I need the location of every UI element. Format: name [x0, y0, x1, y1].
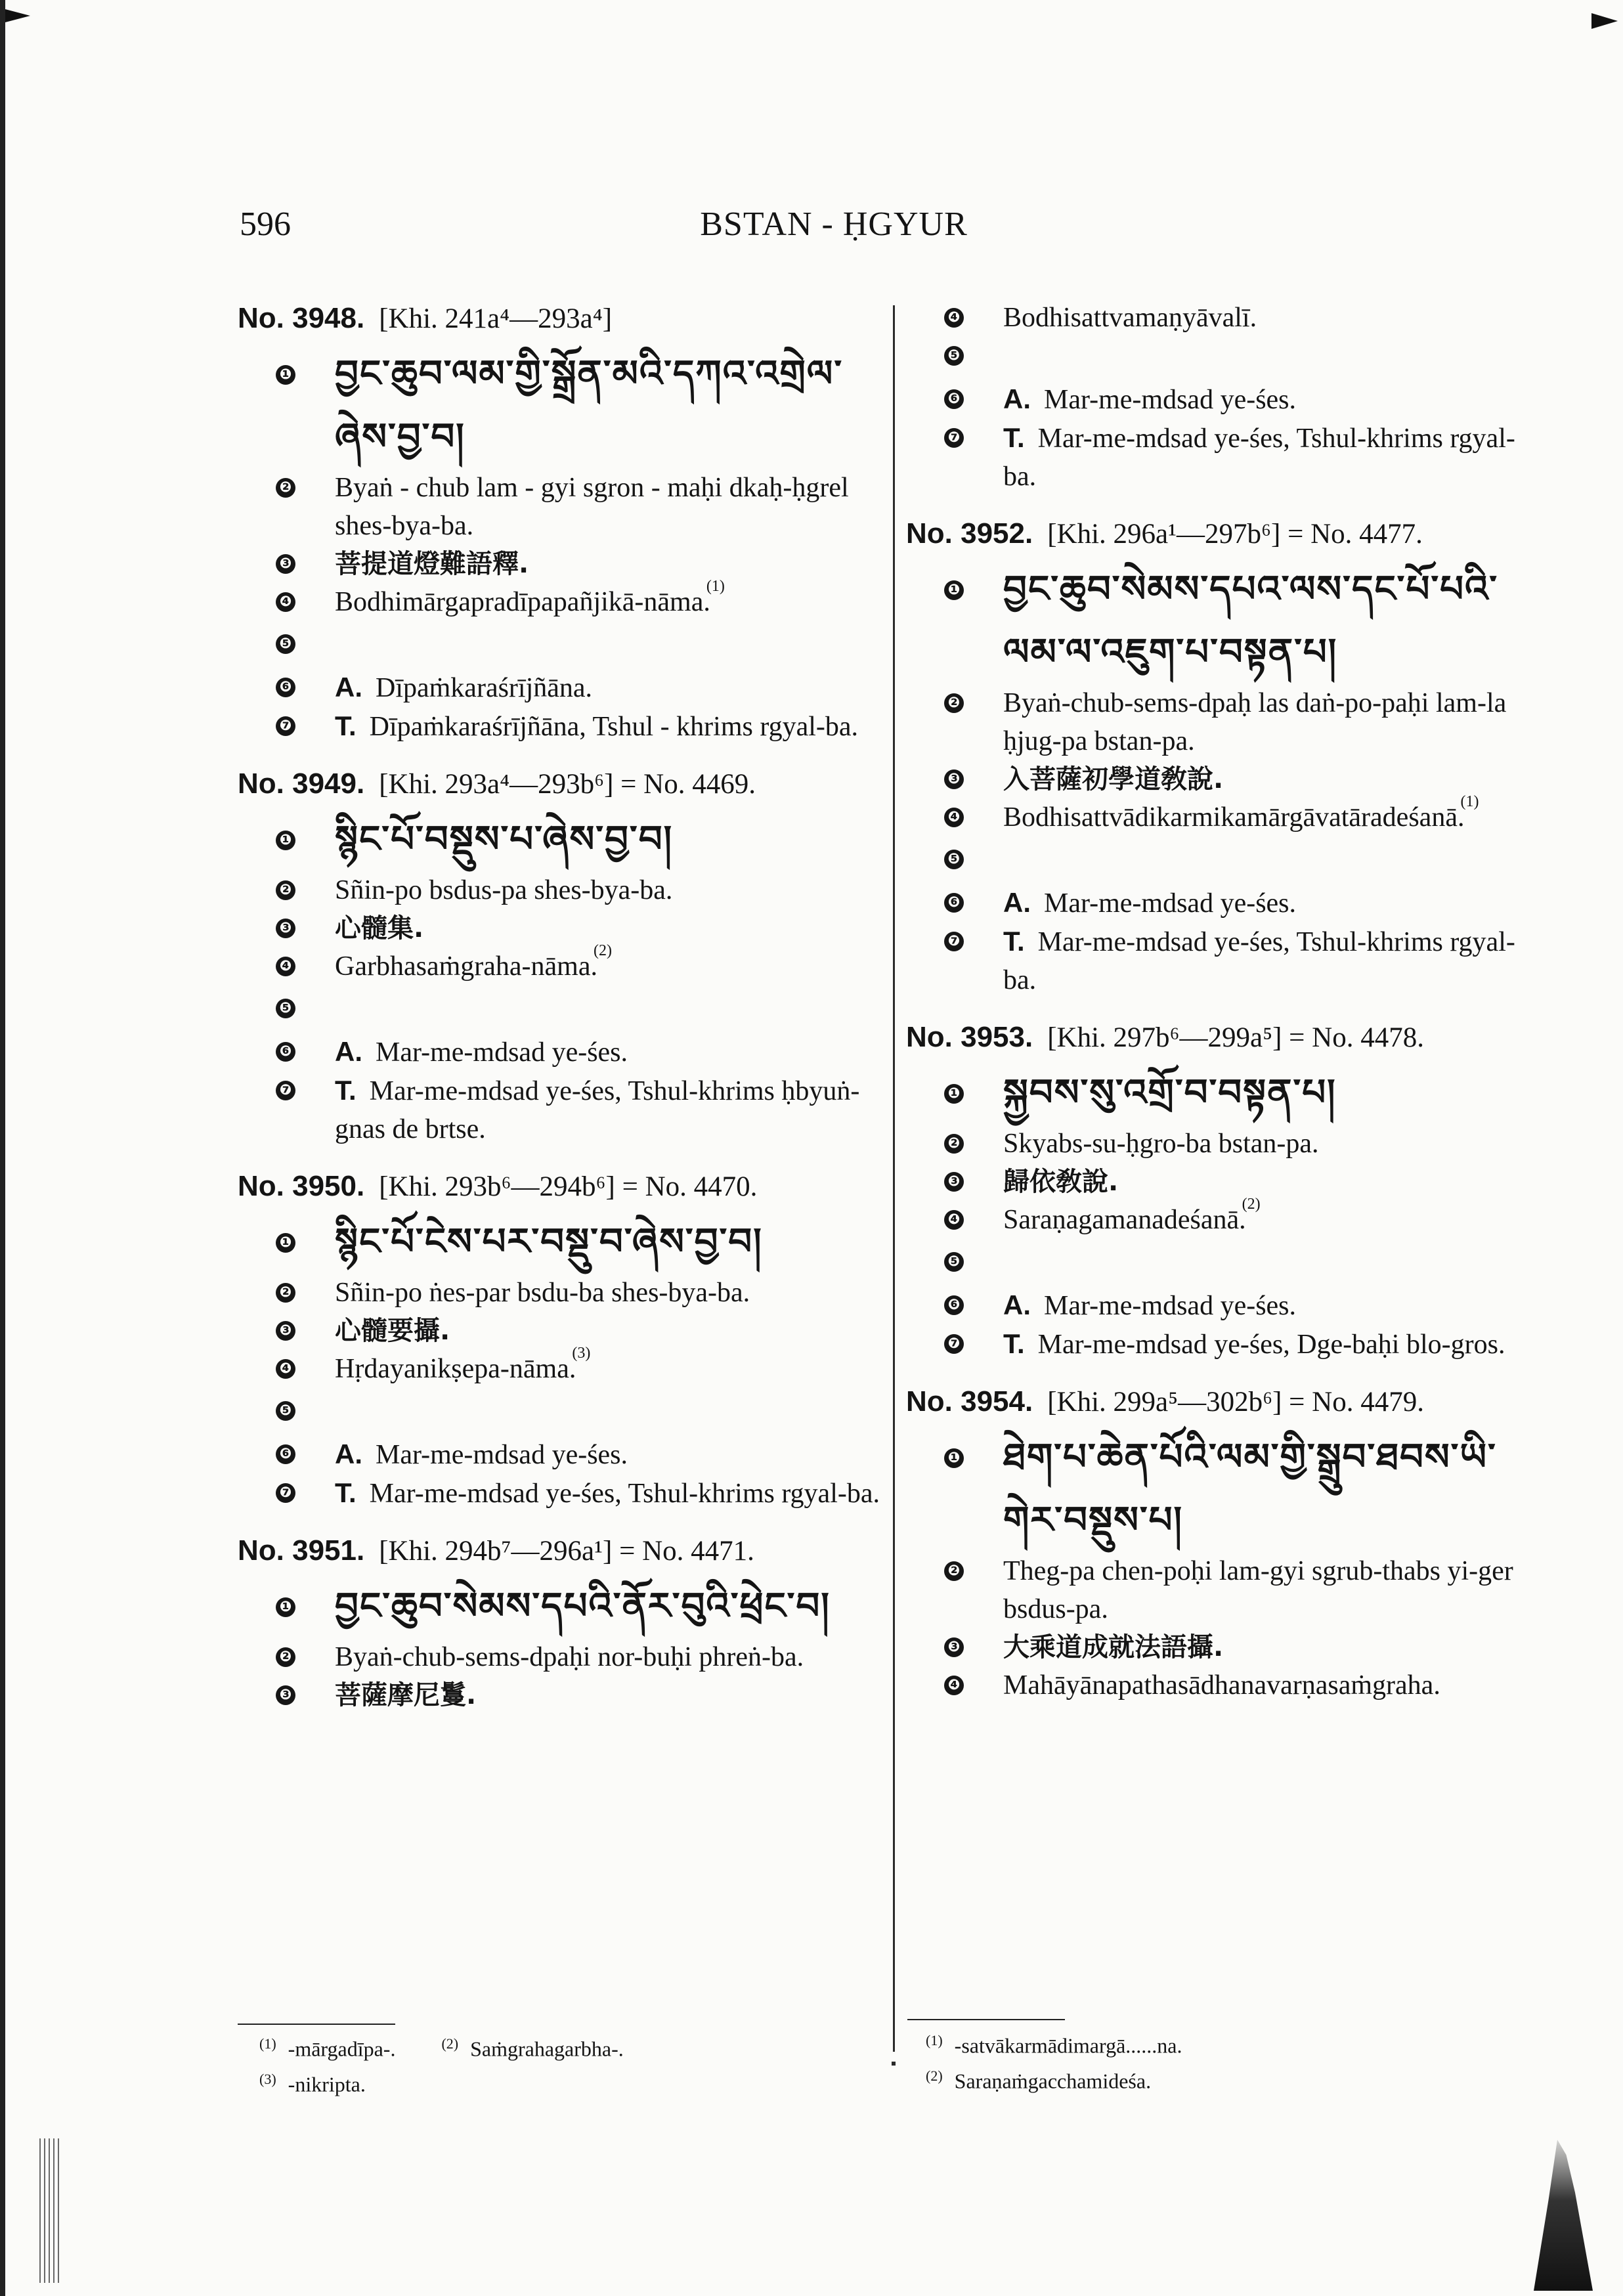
entry-field [906, 1196, 1546, 1243]
field-number-badge: ❼ [276, 716, 295, 736]
entry-folio-reference: [Khi. 296a¹—297b⁶] = No. 4477. [1047, 519, 1423, 550]
entry-field [906, 299, 1546, 337]
entry-heading [238, 299, 884, 339]
entry-field [906, 1325, 1546, 1364]
scan-right-mark [1591, 13, 1618, 29]
entry-field [238, 343, 884, 469]
role-label: T. [1003, 926, 1025, 957]
field-text-value: སྙིང་པོ་བསྡུས་པ་ཞེས་བྱ་བ། [335, 818, 674, 861]
field-value [335, 942, 884, 989]
tibetan-title [335, 1211, 884, 1274]
tibetan-title [335, 343, 884, 469]
field-number-badge: ❹ [276, 592, 295, 612]
entry-heading [906, 514, 1546, 554]
footnote-mark: (2) [926, 2067, 943, 2084]
person-names: Mar-me-mdsad ye-śes. [376, 1440, 628, 1470]
entry-number: No. 3952. [906, 517, 1033, 550]
person-names: Mar-me-mdsad ye-śes. [1044, 888, 1297, 919]
field-number-badge: ❻ [944, 389, 964, 409]
person-names: Mar-me-mdsad ye-śes. [1044, 385, 1297, 415]
scan-speckle [1534, 2140, 1593, 2291]
field-number-badge: ❸ [944, 1172, 964, 1192]
field-value [1003, 793, 1546, 840]
footnote [926, 2061, 1151, 2096]
field-value [335, 707, 884, 746]
field-number-badge: ❶ [276, 365, 295, 385]
entry-field [238, 942, 884, 989]
footnote-marker: (1) [706, 578, 725, 595]
field-number-badge: ❸ [276, 1321, 295, 1341]
person-names: Dīpaṁkaraśrījñāna, Tshul - khrims rgyal-ba. [369, 712, 859, 742]
field-number-badge: ❺ [944, 1252, 964, 1272]
field-text-value: 歸依敎說. [1003, 1167, 1119, 1197]
role-label: A. [1003, 887, 1031, 918]
chinese-title [1003, 1163, 1546, 1201]
field-number-badge: ❺ [944, 346, 964, 366]
role-label: T. [1003, 422, 1025, 453]
field-number-badge: ❷ [944, 1561, 964, 1581]
footnotes-left [259, 2029, 850, 2099]
entry-number: No. 3950. [238, 1170, 365, 1202]
field-text-value: སྐྱབས་སུ་འགྲོ་བ་བསྟན་པ། [1003, 1072, 1337, 1114]
field-number-badge: ❻ [276, 1042, 295, 1062]
entry-field [238, 707, 884, 746]
scan-binding-lines [39, 2138, 59, 2283]
field-text-value: Skyabs-su-ḥgro-ba bstan-pa. [1003, 1129, 1319, 1159]
field-text-value: 菩提道燈難語釋. [335, 549, 529, 579]
field-number-badge: ❷ [276, 1647, 295, 1667]
chinese-title [335, 1312, 884, 1350]
person-names: Mar-me-mdsad ye-śes, Dge-baḥi blo-gros. [1037, 1330, 1505, 1360]
field-text-value: ཐེག་པ་ཆེན་པོའི་ལམ་གྱི་སྒྲུབ་ཐབས་ཡི་གེར་བསྡུས་པ། [1003, 1436, 1497, 1542]
entry-heading [238, 1531, 884, 1571]
field-number-badge: ❷ [276, 478, 295, 498]
footnote-rule-right [907, 2019, 1065, 2020]
field-text-value: Sñin-po bsdus-pa shes-bya-ba. [335, 875, 673, 905]
footnote [259, 2029, 395, 2064]
entry-field [906, 1552, 1546, 1628]
field-value [1003, 1125, 1546, 1163]
field-number-badge: ❹ [276, 1359, 295, 1379]
entry-folio-reference: [Khi. 241a⁴—293a⁴] [379, 303, 613, 334]
field-number-badge: ❶ [276, 1233, 295, 1253]
field-value [335, 578, 884, 625]
footnote-marker: (3) [572, 1345, 591, 1362]
right-column [906, 299, 1546, 1723]
field-text-value: 心髓集. [335, 913, 424, 943]
field-text-value: Garbhasaṁgraha-nāma. [335, 951, 597, 982]
field-number-badge: ❶ [944, 1084, 964, 1104]
entry-field [238, 545, 884, 583]
footnote-marker: (2) [593, 942, 612, 959]
catalog-entry [238, 299, 884, 746]
field-value [1003, 684, 1546, 760]
page-number: 596 [240, 206, 291, 243]
entry-field [238, 1345, 884, 1392]
field-text-value: 入菩薩初學道敎說. [1003, 764, 1224, 794]
person-names: Mar-me-mdsad ye-śes. [376, 1037, 628, 1068]
field-number-badge: ❼ [944, 1334, 964, 1354]
field-number-badge: ❻ [276, 678, 295, 697]
field-number-badge: ❹ [944, 1210, 964, 1230]
field-value [335, 871, 884, 909]
tibetan-title [1003, 558, 1546, 684]
entry-number: No. 3954. [906, 1385, 1033, 1418]
catalog-entry [238, 764, 884, 1148]
field-number-badge: ❻ [276, 1444, 295, 1464]
field-number-badge: ❼ [944, 932, 964, 951]
chinese-title [1003, 1628, 1546, 1666]
field-value [1003, 1325, 1546, 1364]
scan-left-edge [0, 0, 5, 2296]
field-value [1003, 1666, 1546, 1704]
field-text-value: Theg-pa chen-poḥi lam-gyi sgrub-thabs yi-ger bsdus-pa. [1003, 1556, 1513, 1624]
field-value [335, 1274, 884, 1312]
entry-field [906, 1125, 1546, 1163]
field-number-badge: ❶ [276, 1597, 295, 1617]
field-number-badge: ❷ [276, 880, 295, 900]
catalog-entry [906, 299, 1546, 496]
field-text-value: 心髓要攝. [335, 1316, 450, 1346]
field-text-value: Saraṇagamanadeśanā. [1003, 1205, 1246, 1235]
field-number-badge: ❷ [944, 693, 964, 713]
field-value [1003, 419, 1546, 496]
field-value [1003, 1552, 1546, 1628]
footnote-line [926, 2025, 1517, 2061]
entry-field [238, 1211, 884, 1274]
entry-heading [906, 1018, 1546, 1058]
entry-field [238, 1072, 884, 1148]
column-divider-tick [892, 2062, 896, 2066]
field-value [1003, 884, 1546, 922]
entry-number: No. 3953. [906, 1021, 1033, 1053]
footnote-mark: (1) [259, 2035, 276, 2052]
entry-field [238, 668, 884, 707]
scan-corner-mark [5, 9, 30, 22]
field-value [335, 469, 884, 545]
entry-field [906, 1628, 1546, 1666]
entry-field [906, 684, 1546, 760]
entry-field [238, 578, 884, 625]
footnote-text: -satvākarmādimargā......na. [954, 2033, 1182, 2058]
person-names: Mar-me-mdsad ye-śes, Tshul-khrims ḥbyuṅ-gnas de brtse. [335, 1076, 860, 1144]
entry-field [238, 871, 884, 909]
entry-folio-reference: [Khi. 299a⁵—302b⁶] = No. 4479. [1047, 1387, 1424, 1418]
catalog-entry [906, 1018, 1546, 1364]
entry-field [906, 1163, 1546, 1201]
footnote-text: -nikripta. [288, 2072, 366, 2096]
entry-number: No. 3951. [238, 1534, 365, 1567]
field-text-value: བྱང་ཆུབ་སེམས་དཔའ་ལས་དང་པོ་པའི་ལམ་ལ་འཇུག་པ་བསྟན་པ། [1003, 568, 1499, 674]
footnote [259, 2064, 366, 2100]
field-text-value: 菩薩摩尼鬘. [335, 1680, 477, 1710]
field-number-badge: ❹ [276, 957, 295, 976]
role-label: A. [1003, 1289, 1031, 1320]
field-value [1003, 922, 1546, 999]
field-number-badge: ❷ [944, 1134, 964, 1154]
field-text-value: བྱང་ཆུབ་སེམས་དཔའི་ནོར་བུའི་ཕྲེང་བ། [335, 1585, 831, 1628]
entry-number: No. 3949. [238, 768, 365, 800]
field-text-value: Byaṅ-chub-sems-dpaḥ las daṅ-po-paḥi lam-la ḥjug-pa bstan-pa. [1003, 688, 1507, 756]
entry-field [906, 840, 1546, 884]
entry-field [238, 989, 884, 1033]
entry-field [238, 1638, 884, 1676]
entry-field [238, 625, 884, 668]
tibetan-title [1003, 1426, 1546, 1552]
field-value [335, 1435, 884, 1474]
field-number-badge: ❺ [276, 634, 295, 654]
entry-field [238, 808, 884, 871]
field-number-badge: ❹ [944, 308, 964, 328]
footnote-text: Saraṇaṁgacchamideśa. [954, 2069, 1152, 2093]
field-number-badge: ❸ [944, 1637, 964, 1657]
person-names: Mar-me-mdsad ye-śes, Tshul-khrims rgyal-ba. [1003, 423, 1515, 492]
field-text-value: སྙིང་པོ་ངེས་པར་བསྡུ་བ་ཞེས་བྱ་བ། [335, 1221, 763, 1263]
field-text-value: Byaṅ-chub-sems-dpaḥi nor-buḥi phreṅ-ba. [335, 1642, 804, 1672]
field-value [335, 1345, 884, 1392]
person-names: Dīpaṁkaraśrījñāna. [376, 673, 593, 703]
role-label: A. [335, 1036, 362, 1067]
footnote-mark: (1) [926, 2032, 943, 2048]
entry-field [906, 793, 1546, 840]
column-divider [893, 305, 895, 2052]
footnote-text: -mārgadīpa-. [288, 2037, 396, 2061]
footnote-line [926, 2061, 1517, 2096]
footnote [441, 2029, 623, 2064]
field-number-badge: ❺ [276, 999, 295, 1018]
tibetan-title [335, 1575, 884, 1638]
entry-heading [238, 1167, 884, 1207]
field-value [335, 1072, 884, 1148]
entry-field [906, 922, 1546, 999]
entry-field [906, 337, 1546, 380]
role-label: A. [1003, 383, 1031, 414]
chinese-title [335, 545, 884, 583]
tibetan-title [335, 808, 884, 871]
entry-field [238, 1033, 884, 1072]
field-number-badge: ❶ [276, 831, 295, 850]
field-text-value: བྱང་ཆུབ་ལམ་གྱི་སྒྲོན་མའི་དཀའ་འགྲེལ་ཞེས་བྱ་བ། [335, 353, 844, 458]
field-number-badge: ❺ [276, 1401, 295, 1421]
field-number-badge: ❸ [944, 769, 964, 789]
field-number-badge: ❹ [944, 808, 964, 827]
field-value [335, 1033, 884, 1072]
field-number-badge: ❼ [944, 428, 964, 448]
entry-field [238, 1435, 884, 1474]
field-text-value: Bodhisattvamaṇyāvalī. [1003, 303, 1257, 333]
field-number-badge: ❶ [944, 580, 964, 600]
field-value [1003, 299, 1546, 337]
entry-field [238, 1474, 884, 1513]
field-number-badge: ❹ [944, 1676, 964, 1695]
footnote-mark: (2) [441, 2035, 459, 2052]
field-value [335, 668, 884, 707]
tibetan-title [1003, 1062, 1546, 1125]
field-number-badge: ❻ [944, 893, 964, 913]
entry-field [238, 1312, 884, 1350]
entry-field [238, 1676, 884, 1714]
role-label: T. [1003, 1328, 1025, 1359]
field-value [335, 1474, 884, 1513]
entry-field [238, 1274, 884, 1312]
entry-field [906, 1666, 1546, 1704]
field-number-badge: ❸ [276, 919, 295, 938]
role-label: A. [335, 672, 362, 703]
catalog-entry [238, 1167, 884, 1513]
role-label: T. [335, 1477, 357, 1508]
catalog-entry [238, 1531, 884, 1714]
field-value [335, 1638, 884, 1676]
entry-field [906, 884, 1546, 922]
entry-folio-reference: [Khi. 293b⁶—294b⁶] = No. 4470. [379, 1171, 758, 1202]
role-label: T. [335, 710, 357, 741]
field-value [1003, 1196, 1546, 1243]
role-label: T. [335, 1075, 357, 1106]
field-text-value: Mahāyānapathasādhanavarṇasaṁgraha. [1003, 1670, 1440, 1700]
field-value [1003, 1286, 1546, 1325]
field-text-value: Sñin-po ṅes-par bsdu-ba shes-bya-ba. [335, 1278, 750, 1308]
footnote-text: Saṁgrahagarbha-. [470, 2037, 624, 2061]
entry-number: No. 3948. [238, 302, 365, 334]
field-number-badge: ❶ [944, 1448, 964, 1468]
field-number-badge: ❻ [944, 1295, 964, 1315]
person-names: Mar-me-mdsad ye-śes, Tshul-khrims rgyal-ba. [369, 1479, 880, 1509]
entry-field [238, 1392, 884, 1435]
field-text-value: Hṛdayanikṣepa-nāma. [335, 1354, 576, 1384]
field-number-badge: ❼ [276, 1081, 295, 1100]
entry-field [238, 909, 884, 947]
field-number-badge: ❷ [276, 1283, 295, 1303]
field-text-value: Bodhimārgapradīpapañjikā-nāma. [335, 587, 710, 617]
field-text-value: 大乘道成就法語攝. [1003, 1632, 1224, 1662]
role-label: A. [335, 1439, 362, 1469]
entry-folio-reference: [Khi. 293a⁴—293b⁶] = No. 4469. [379, 769, 756, 800]
field-number-badge: ❸ [276, 1685, 295, 1705]
field-value [1003, 380, 1546, 419]
field-number-badge: ❸ [276, 554, 295, 574]
field-text-value: Bodhisattvādikarmikamārgāvatāradeśanā. [1003, 802, 1465, 833]
field-number-badge: ❺ [944, 850, 964, 869]
footnote-marker: (2) [1242, 1196, 1261, 1213]
catalog-entry [906, 514, 1546, 999]
footnote-line [259, 2029, 850, 2064]
footnote-line [259, 2064, 850, 2100]
entry-heading [906, 1382, 1546, 1422]
entry-field [906, 1243, 1546, 1286]
catalog-entry [906, 1382, 1546, 1704]
entry-folio-reference: [Khi. 294b⁷—296a¹] = No. 4471. [379, 1536, 754, 1567]
footnote-marker: (1) [1460, 793, 1479, 810]
entry-field [906, 558, 1546, 684]
entry-field [906, 760, 1546, 798]
footnote-rule-left [238, 2024, 395, 2025]
footnotes-right [926, 2025, 1517, 2096]
entry-field [906, 1062, 1546, 1125]
footnote-mark: (3) [259, 2070, 276, 2087]
field-number-badge: ❼ [276, 1483, 295, 1503]
chinese-title [335, 1676, 884, 1714]
entry-field [238, 1575, 884, 1638]
entry-field [238, 469, 884, 545]
footnote [926, 2025, 1182, 2061]
person-names: Mar-me-mdsad ye-śes, Tshul-khrims rgyal-ba. [1003, 927, 1515, 995]
entry-field [906, 1286, 1546, 1325]
field-text-value: Byaṅ - chub lam - gyi sgron - maḥi dkaḥ-ḥgrel shes-bya-ba. [335, 473, 849, 541]
entry-field [906, 1426, 1546, 1552]
entry-heading [238, 764, 884, 804]
entry-field [906, 380, 1546, 419]
left-column [238, 299, 884, 1733]
entry-folio-reference: [Khi. 297b⁶—299a⁵] = No. 4478. [1047, 1022, 1424, 1053]
person-names: Mar-me-mdsad ye-śes. [1044, 1291, 1297, 1321]
entry-field [906, 419, 1546, 496]
running-head: BSTAN - ḤGYUR [700, 206, 968, 243]
